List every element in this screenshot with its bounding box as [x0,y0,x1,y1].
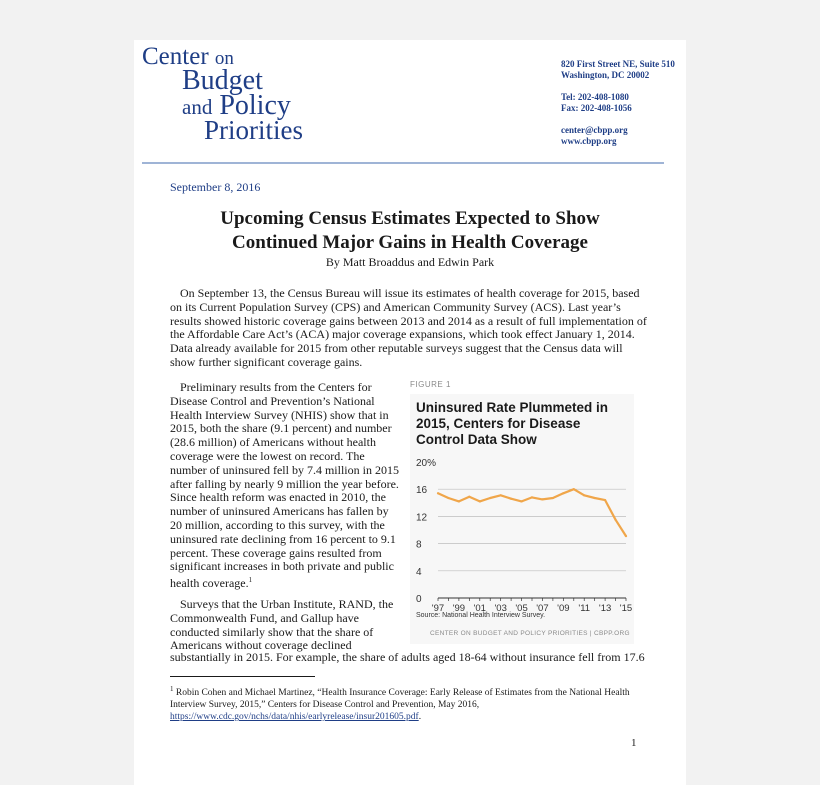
data-point [614,519,616,521]
data-point [594,497,596,499]
data-point [468,496,470,498]
data-point [541,498,543,500]
address-line-2: Washington, DC 20002 [561,70,650,80]
data-point [562,492,564,494]
data-point [625,535,627,537]
chart-source: Source: National Health Interview Survey. [416,612,546,619]
logo-word-priorities: Priorities [204,115,303,145]
paragraph-1: On September 13, the Census Bureau will issue its estimates of health coverage for 2015, based on its Current Population Survey (CPS) and American Community Survey (ACS). Last year’s results showed historic coverage gains between 2013 and 2014 as a result of full implementation of the Affordable Care Act’s (ACA) major coverage expansions, which took effect January 1, 2014. Data already available for 2015 from other reputable surveys suggest that the Census data will show further significant coverage gains. [170,286,647,369]
data-point [604,499,606,501]
x-tick-label: '13 [598,603,612,614]
paragraph-4: substantially in 2015. For example, the share of adults aged 18-64 without insurance fell from 17.6 [170,650,645,664]
footnote-marker: 1 [170,685,174,693]
logo-word-center: Center [142,43,209,70]
data-point [573,488,575,490]
chart-title: Uninsured Rate Plummeted in 2015, Centers for Disease Control Data Show [416,400,609,447]
x-tick-label: '05 [515,603,528,614]
y-tick-label: 12 [416,512,428,524]
data-point [510,498,512,500]
logo-word-and: and [182,95,213,119]
page-number: 1 [631,737,637,749]
paragraph-3: Surveys that the Urban Institute, RAND, the Commonwealth Fund, and Gallup have conducted similarly show that the share of Americans without coverage declined [170,597,394,653]
title-line-1: Upcoming Census Estimates Expected to Show [220,208,600,229]
y-tick-label: 0 [416,594,422,605]
website: www.cbpp.org [561,136,617,146]
figure-label: FIGURE 1 [410,380,451,389]
x-tick-label: '07 [536,603,549,614]
contact-block [561,59,675,147]
data-point [531,496,533,498]
header-divider [142,162,664,164]
y-tick-label: 4 [416,566,422,578]
byline: By Matt Broaddus and Edwin Park [325,255,495,269]
email: center@cbpp.org [561,125,628,135]
footnote-link[interactable]: https://www.cdc.gov/nchs/data/nhis/earlyrelease/insur201605.pdf [170,712,419,723]
data-point [500,494,502,496]
data-point [489,497,491,499]
logo-word-policy: Policy [219,90,291,121]
figure-1 [410,394,634,644]
footnote-ref[interactable]: 1 [248,576,253,585]
document-title [134,207,686,255]
x-tick-label: '15 [619,603,633,614]
x-tick-label: '99 [452,603,466,614]
logo-word-budget: Budget [182,65,263,96]
data-point [552,497,554,499]
chart-credit: CENTER ON BUDGET AND POLICY PRIORITIES | CBPP.ORG [430,630,630,637]
y-tick-label: 8 [416,539,422,551]
data-point [458,500,460,502]
logo-word-on: on [214,48,234,69]
data-point [479,500,481,502]
footnote-1: $^1$ Robin Cohen and Michael Martinez, “Health Insurance Coverage: Early Release of Estimates from the National Health Interview Survey, 2015,” Centers for Disease Control and Prevention, May 2016, https://www.cdc.gov/nchs/data/nhis/earlyrelease/insur201605.pdf. [170,685,630,723]
cbpp-logo [134,40,316,145]
uninsured-rate-chart [410,394,634,644]
document-page [134,40,686,785]
data-point [447,497,449,499]
data-point [437,492,439,494]
document-date: September 8, 2016 [170,180,261,194]
title-line-2: Continued Major Gains in Health Coverage [232,232,588,253]
data-point [583,494,585,496]
x-tick-label: '03 [494,603,507,614]
y-axis-top-label: 20% [416,458,437,469]
y-tick-label: 16 [416,485,428,497]
uninsured-rate-line [438,489,626,536]
x-tick-label: '09 [557,603,570,614]
fax: Fax: 202-408-1056 [561,103,632,113]
paragraph-2: Preliminary results from the Centers for Disease Control and Prevention’s National Health Interview Survey (NHIS) show that in 2015, both the share (9.1 percent) and number (28.6 million) of Americans without health coverage were the lowest on record. The number of uninsured fell by 7.4 million in 2015 after falling by nearly 9 million the year before. Since health reform was enacted in 2010, the number of uninsured Americans has fallen by 20 million, according to this survey, with the uninsured rate declining from 16 percent to 9.1 percent. These coverage gains resulted from significant increases in both private and public health coverage.$^1$ [170,380,399,591]
footnote-divider [170,676,315,677]
telephone: Tel: 202-408-1080 [561,92,629,102]
footnote-text: Robin Cohen and Michael Martinez, “Health Insurance Coverage: Early Release of Estimates from the National Health Interview Survey, 2015,” Centers for Disease Control and Prevention, May 2016, [170,688,630,711]
x-tick-label: '11 [578,603,591,614]
address-line-1: 820 First Street NE, Suite 510 [561,59,675,69]
data-point [520,500,522,502]
x-tick-label: '97 [431,603,445,614]
x-tick-label: '01 [473,603,486,614]
